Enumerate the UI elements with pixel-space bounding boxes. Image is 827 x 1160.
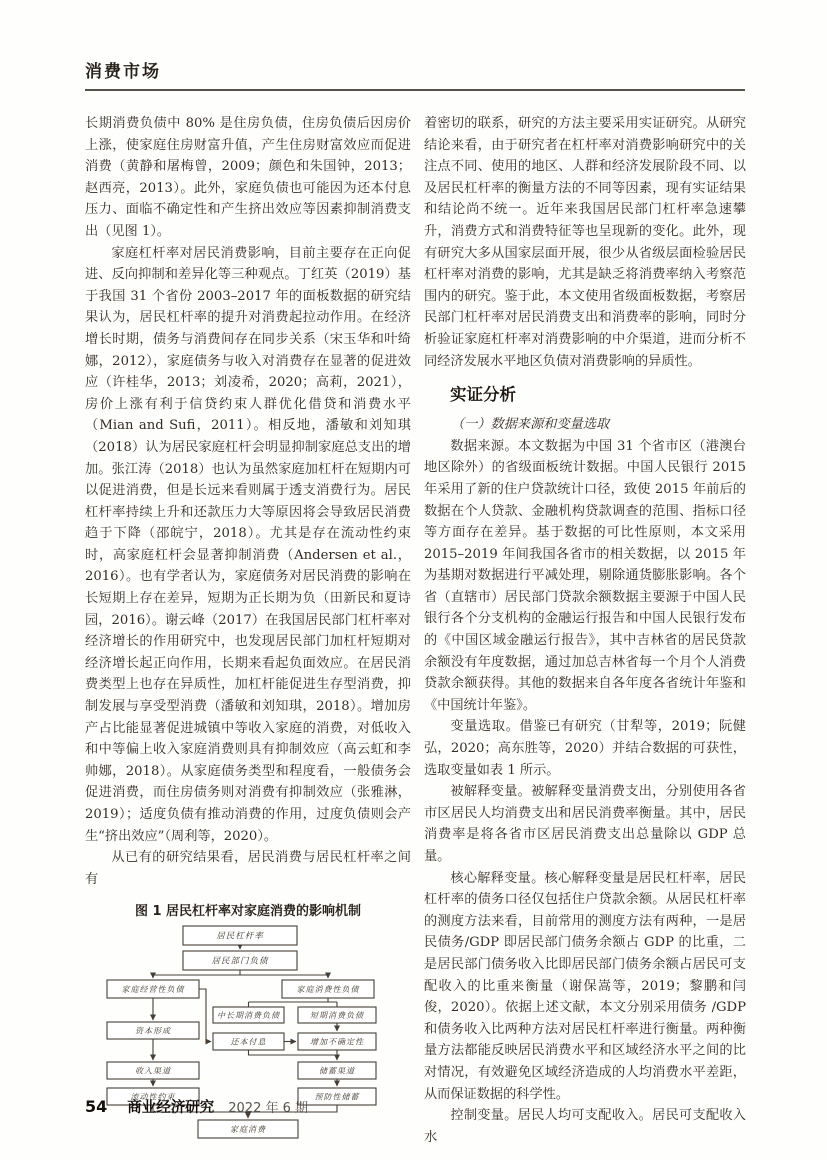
paragraph-core-explanatory-variable: 核心解释变量。核心解释变量是居民杠杆率，居民杠杆率的债务口径仅包括住户贷款余额。从居民杠杆率的测度方法来看，目前常用的测度方法有两种，一是居民债务/GDP 即居民部门债务余额占 GDP 的比重，二是居民部门债务收入比即居民部门债务余额占居民可支配收入的比重来衡量（谢保嵩等，2019；黎鹏和闫俊，2020）。依据上述文献，本文分别采用债务 /GDP 和债务收入比两种方法对居民杠杆率进行衡量。两种衡量方法都能反映居民消费水平和区域经济水平之间的比对情况，有效避免区域经济造成的人均消费水平差距，从而保证数据的科学性。 [424,870,746,1102]
svg-text:还本付息: 还本付息 [230,1037,267,1047]
svg-text:预防性储蓄: 预防性储蓄 [314,1092,360,1102]
svg-text:居民杠杆率: 居民杠杆率 [216,931,264,942]
flow-box-household-consumption [198,1120,298,1138]
left-column [85,113,411,1142]
page-number: 54 [85,1097,108,1116]
header-rule [85,89,745,91]
svg-text:资本形成: 资本形成 [135,1026,171,1036]
svg-text:家庭消费: 家庭消费 [230,1125,266,1135]
paragraph-variable-selection: 变量选取。借鉴已有研究（甘犁等，2019；阮健弘，2020；高东胜等，2020）并结合数据的可获性，选取变量如表 1 所示。 [424,719,746,778]
paragraph-left-2: 家庭杠杆率对居民消费影响，目前主要存在正向促进、反向抑制和差异化等三种观点。丁红英（2019）基于我国 31 个省份 2003–2017 年的面板数据的研究结果认为，居民杠杆率的提升对消费起拉动作用。在经济增长时期，债务与消费间存在同步关系（宋玉华和叶绮娜，2012），家庭债务与收入对消费存在显著的促进效应（许桂华，2013；刘凌希，2020；高莉，2021），房价上涨有利于信贷约束人群优化借贷和消费水平（Mian and Sufi，2011）。相反地，潘敏和刘知琪（2018）认为居民家庭杠杆会明显抑制家庭总支出的增加。张江涛（2018）也认为虽然家庭加杠杆在短期内可以促进消费，但是长远来看则属于透支消费行为。居民杠杆率持续上升和还款压力大等原因将会导致居民消费趋于下降（邵皖宁，2018）。尤其是存在流动性约束时，高家庭杠杆会显著抑制消费（Andersen et al.，2016）。也有学者认为，家庭债务对居民消费的影响在长短期上存在差异，短期为正长期为负（田新民和夏诗园，2016）。谢云峰（2017）在我国居民部门杠杆率对经济增长的作用研究中，也发现居民部门加杠杆短期对经济增长起正向作用，长期来看起负面效应。在居民消费类型上也存在异质性，加杠杆能促进生存型消费，抑制发展与享受型消费（潘敏和刘知琪，2018）。增加房产占比能显著促进城镇中等收入家庭的消费，对低收入和中等偏上收入家庭消费则具有抑制效应（高云虹和李帅娜，2018）。从家庭债务类型和程度看，一般债务会促进消费，而住房债务则对消费有抑制效应（张雅淋，2019）；适度负债有推动消费的作用，过度负债则会产生“挤出效应”（周利等，2020）。 [85,245,411,844]
svg-text:收入渠道: 收入渠道 [135,1066,171,1076]
page-header [85,62,745,91]
page-footer [85,1096,308,1117]
paragraph-dependent-variable: 被解释变量。被解释变量消费支出，分别使用各省市区居民人均消费支出和居民消费率衡量。其中，居民消费率是将各省市区居民消费支出总量除以 GDP 总量。 [424,784,746,864]
svg-text:家庭消费性负债: 家庭消费性负债 [296,985,360,995]
svg-text:增加不确定性: 增加不确定性 [310,1037,364,1047]
flow-box-short-debt [298,1007,376,1023]
svg-text:居民部门负债: 居民部门负债 [211,956,269,967]
flow-box-operating-debt [107,980,199,998]
section-label: 消费市场 [85,62,161,82]
svg-text:储蓄渠道: 储蓄渠道 [319,1066,355,1076]
svg-text:家庭经营性负债: 家庭经营性负债 [121,985,185,995]
paragraph-left-3: 从已有的研究结果看，居民消费与居民杠杆率之间有 [85,850,411,887]
flow-box-uncertainty [298,1033,376,1050]
section-heading-empirical-analysis: 实证分析 [450,385,516,405]
svg-text:流动性约束: 流动性约束 [130,1092,176,1102]
paragraph-control-variable: 控制变量。居民人均可支配收入。居民可支配收入水 [424,1108,746,1145]
flow-box-medium-long-debt [213,1007,284,1023]
svg-text:短期消费负债: 短期消费负债 [310,1011,364,1021]
paragraph-data-source: 数据来源。本文数据为中国 31 个省市区（港澳台地区除外）的省级面板统计数据。中国人民银行 2015 年采用了新的住户贷款统计口径，致使 2015 年前后的数据在个人贷款、金融机构贷款调查的范围、指标口径等方面存在差异。基于数据的可比性原则，本文采用 2015–2019 年间我国各省市的相关数据，以 2015 年为基期对数据进行平减处理，剔除通货膨胀影响。各个省（直辖市）居民部门贷款余额数据主要源于中国人民银行各个分支机构的金融运行报告和中国人民银行发布的《中国区域金融运行报告》，其中吉林省的居民贷款余额没有年度数据，通过加总吉林省每一个月个人消费贷款余额获得。其他的数据来自各年度各省统计年鉴和《中国统计年鉴》。 [424,438,746,713]
flow-box-income-channel [107,1062,199,1079]
svg-text:中长期消费负债: 中长期消费负债 [217,1011,280,1021]
flow-box-consumption-debt [282,980,374,998]
flow-box-saving-channel [298,1062,376,1079]
flow-box-leverage [183,926,297,945]
right-column [424,113,746,1148]
paragraph-right-intro: 着密切的联系，研究的方法主要采用实证研究。从研究结论来看，由于研究者在杠杆率对消费影响研究中的关注点不同、使用的地区、人群和经济发展阶段不同、以及居民杠杆率的衡量方法的不同等因素，现有实证结果和结论尚不统一。近年来我国居民部门杠杆率急速攀升，消费方式和消费特征等也呈现新的变化。此外，现有研究大多从国家层面开展，很少从省级层面检验居民杠杆率对消费的影响，尤其是缺乏将消费率纳入考察范围内的研究。鉴于此，本文使用省级面板数据，考察居民部门杠杆率对居民消费支出和消费率的影响，同时分析验证家庭杠杆率对消费影响的中介渠道，进而分析不同经济发展水平地区负债对消费影响的异质性。 [424,116,746,369]
flow-box-debt-service [213,1033,284,1050]
journal-name: 商业经济研究 [127,1100,215,1116]
subsection-heading-data-variables: （一）数据来源和变量选取 [451,417,610,433]
figure-1-caption: 图 1 居民杠杆率对家庭消费的影响机制 [134,904,362,920]
flow-box-sector-debt [183,951,297,970]
flow-box-capital-formation [107,1022,199,1039]
flow-box-precautionary-saving [298,1088,376,1105]
paragraph-left-1: 长期消费负债中 80% 是住房负债，住房负债后因房价上涨，使家庭住房财富升值，产生住房财富效应而促进消费（黄静和屠梅曾，2009；颜色和朱国钟，2013；赵西亮，2013）。此外，家庭负债也可能因为还本付息压力、面临不确定性和产生挤出效应等因素抑制消费支出（见图 1）。 [85,116,411,239]
issue-label: 2022 年 6 期 [228,1101,309,1116]
